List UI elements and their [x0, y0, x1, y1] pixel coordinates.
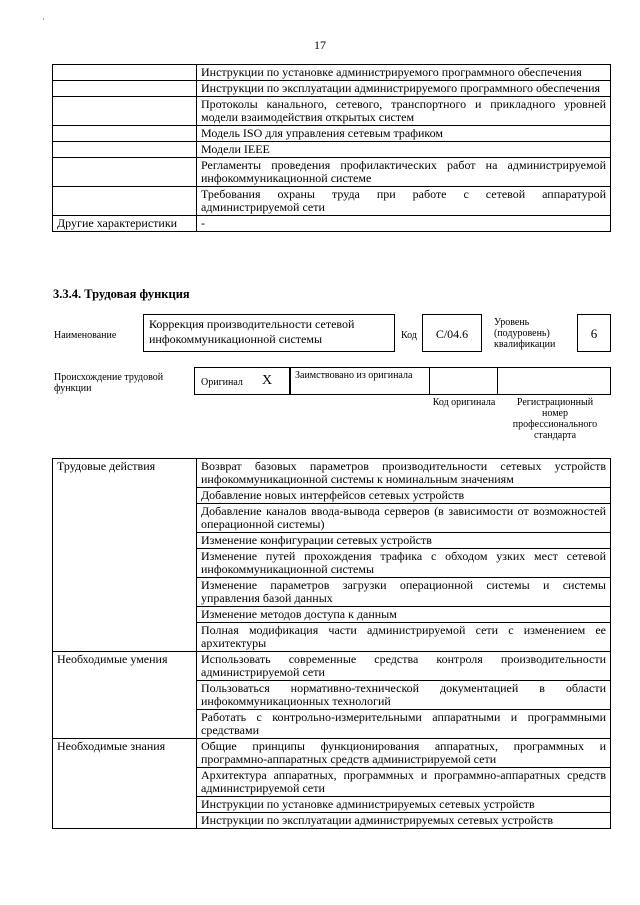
row-label: [53, 126, 197, 142]
row-text: -: [197, 216, 611, 232]
function-name-value: Коррекция производительности сетевой инфокоммуникационной системы: [149, 317, 355, 346]
row-text: Протоколы канального, сетевого, транспортного и прикладного уровней модели взаимодействия открытых систем: [197, 97, 611, 126]
group-item: Изменение параметров загрузки операционной системы и системы управления базой данных: [197, 578, 611, 607]
row-label: [53, 187, 197, 216]
table-row: [53, 158, 611, 187]
table-row: [53, 187, 611, 216]
group-item: Архитектура аппаратных, программных и программно-аппаратных средств администрируемой сети: [197, 768, 611, 797]
group-item: Изменение путей прохождения трафика с обходом узких мест сетевой инфокоммуникационной системы: [197, 549, 611, 578]
row-label: [53, 65, 197, 81]
page-number: 17: [314, 38, 326, 52]
original-mark: X: [262, 373, 273, 388]
table-row: [53, 81, 611, 97]
reg-number-box: [497, 367, 611, 395]
level-box: [577, 314, 611, 352]
row-text: Инструкции по эксплуатации администрируемого программного обеспечения: [197, 81, 611, 97]
group-item: Полная модификация части администрируемой сети с изменением ее архитектуры: [197, 623, 611, 652]
row-label: [53, 158, 197, 187]
table-row: [53, 459, 611, 488]
reg-number-label: Регистрационный номер профессионального стандарта: [512, 397, 598, 441]
level-label: Уровень (подуровень) квалификации: [494, 317, 556, 350]
table-row: [53, 216, 611, 232]
group-item: Добавление новых интерфейсов сетевых устройств: [197, 488, 611, 504]
section-title: 3.3.4. Трудовая функция: [53, 287, 190, 301]
group-label: Необходимые умения: [53, 652, 197, 739]
group-item: Пользоваться нормативно-технической документацией в области инфокоммуникационных технологий: [197, 681, 611, 710]
row-text: Инструкции по установке администрируемого программного обеспечения: [197, 65, 611, 81]
table-row: [53, 65, 611, 81]
group-item: Использовать современные средства контроля производительности администрируемой сети: [197, 652, 611, 681]
labor-function-table: [52, 458, 611, 829]
row-text: Модели IEEE: [197, 142, 611, 158]
row-text: Модель ISO для управления сетевым трафиком: [197, 126, 611, 142]
group-item: Изменение конфигурации сетевых устройств: [197, 533, 611, 549]
code-label: Код: [401, 330, 417, 341]
group-item: Инструкции по эксплуатации администрируемых сетевых устройств: [197, 813, 611, 829]
table-row: [53, 652, 611, 681]
borrowed-box: [290, 367, 430, 395]
code-value: C/04.6: [435, 327, 469, 341]
borrowed-label: Заимствовано из оригинала: [295, 370, 413, 381]
table-row: [53, 142, 611, 158]
group-item: Инструкции по установке администрируемых сетевых устройств: [197, 797, 611, 813]
code-box: [422, 314, 482, 352]
code-original-label: Код оригинала: [432, 397, 496, 408]
row-label: Другие характеристики: [53, 216, 197, 232]
group-item: Возврат базовых параметров производительности сетевых устройств инфокоммуникационной системы к номинальным значениям: [197, 459, 611, 488]
table-row: [53, 97, 611, 126]
original-label: Оригинал: [201, 377, 243, 388]
group-label: Необходимые знания: [53, 739, 197, 829]
table-row: [53, 126, 611, 142]
group-item: Изменение методов доступа к данным: [197, 607, 611, 623]
original-box: [194, 367, 290, 395]
function-name-box: [143, 314, 395, 352]
table-row: [53, 739, 611, 768]
group-item: Общие принципы функционирования аппаратных, программных и программно-аппаратных средств администрируемой сети: [197, 739, 611, 768]
row-label: [53, 97, 197, 126]
origin-label: Происхождение трудовой функции: [54, 372, 164, 394]
group-label: Трудовые действия: [53, 459, 197, 652]
row-text: Требования охраны труда при работе с сетевой аппаратурой администрируемой сети: [197, 187, 611, 216]
group-item: Работать с контрольно-измерительными аппаратными и программными средствами: [197, 710, 611, 739]
code-original-box: [429, 367, 498, 395]
row-label: [53, 142, 197, 158]
row-label: [53, 81, 197, 97]
group-item: Добавление каналов ввода-вывода серверов (в зависимости от возможностей операционной системы): [197, 504, 611, 533]
knowledge-continuation-table: [52, 64, 611, 232]
level-value: 6: [590, 326, 598, 341]
name-label: Наименование: [54, 330, 117, 341]
row-text: Регламенты проведения профилактических работ на администрируемой инфокоммуникационной системе: [197, 158, 611, 187]
scan-mark: ·: [42, 14, 45, 24]
